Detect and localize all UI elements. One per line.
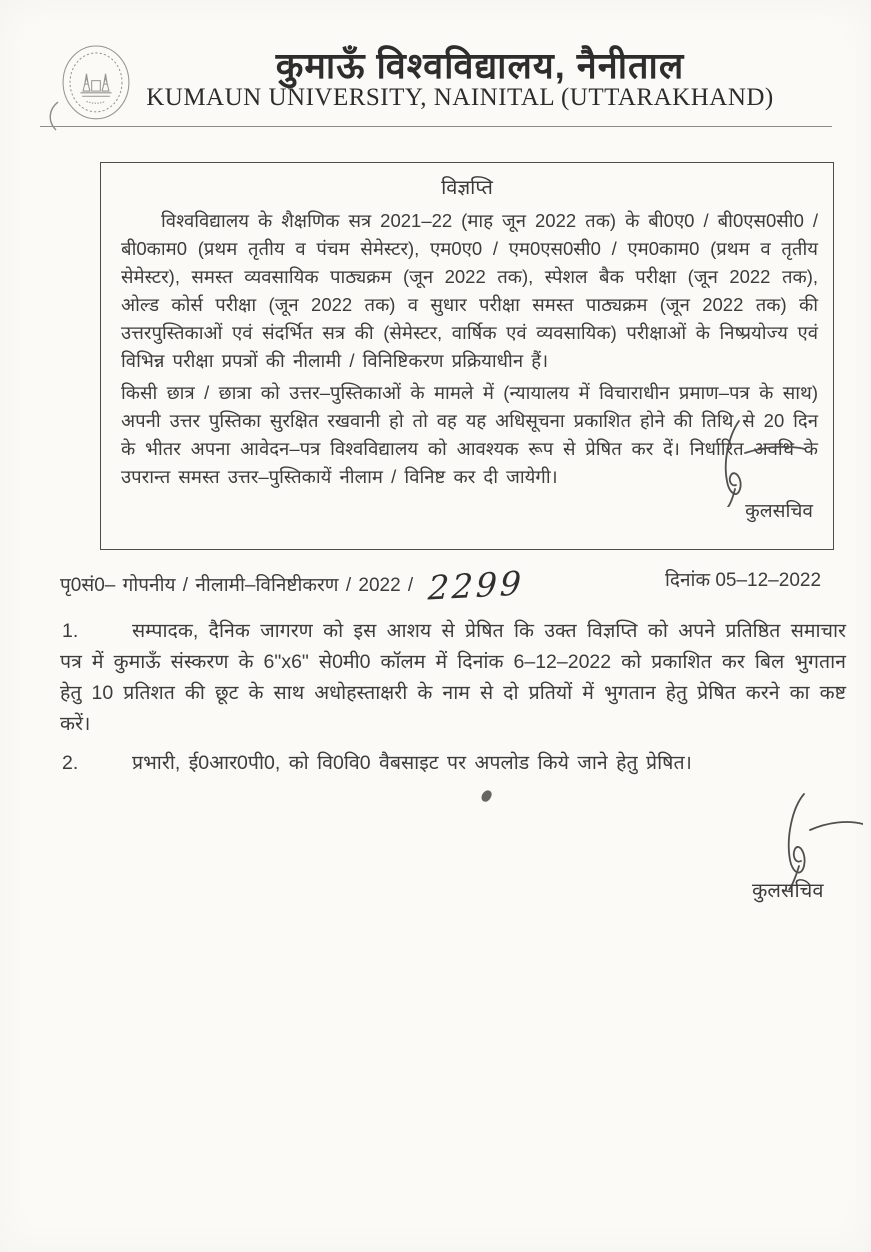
notice-title: विज्ञप्ति — [441, 177, 493, 199]
instruction-point-1 — [60, 616, 846, 740]
registrar-signature-icon — [758, 790, 863, 890]
notice-paragraph-1: विश्वविद्यालय के शैक्षणिक सत्र 2021–22 (माह जून 2022 तक) के बी0ए0 / बी0एस0सी0 / बी0काम0 (प्रथम तृतीय व पंचम सेमेस्टर), एम0ए0 / एम0एस0सी0 / एम0काम0 (प्रथम व तृतीय सेमेस्टर), समस्त व्यवसायिक पाठ्यक्रम (जून 2022 तक), स्पेशल बैक परीक्षा (जून 2022 तक), ओल्ड कोर्स परीक्षा (जून 2022 तक) व सुधार परीक्षा समस्त पाठ्यक्रम (जून 2022 तक) की उत्तरपुस्तिकाओं एवं संदर्भित सत्र की (सेमेस्टर, वार्षिक एवं व्यवसायिक) परीक्षाओं के निष्प्रयोज्य एवं विभिन्न परीक्षा प्रपत्रों की नीलामी / विनिष्टिकरण प्रक्रियाधीन हैं। — [121, 210, 818, 371]
registrar-signature-icon — [695, 419, 805, 507]
registrar-title-label: कुलसचिव — [745, 501, 813, 522]
notice-paragraph-2: किसी छात्र / छात्रा को उत्तर–पुस्तिकाओं के मामले में (न्यायालय में विचाराधीन प्रमाण–पत्र के साथ) अपनी उत्तर पुस्तिका सुरक्षित रखवानी हो तो वह यह अधिसूचना प्रकाशित होने की तिथि से 20 दिन के भीतर अपना आवेदन–पत्र विश्वविद्यालय को आवश्यक रूप से प्रेषित कर दें। निर्धारित अवधि के उपरान्त समस्त उत्तर–पुस्तिकायें नीलाम / विनिष्ट कर दी जायेगी। — [121, 382, 818, 487]
handwritten-dispatch-number: 2299 — [427, 563, 526, 608]
registrar-title-label: कुलसचिव — [752, 880, 824, 902]
point-1-text: सम्पादक, दैनिक जागरण को इस आशय से प्रेषित कि उक्त विज्ञप्ति को अपने प्रतिष्ठित समाचार पत्र में कुमाऊँ संस्करण के 6"x6" से0मी0 कॉलम में दिनांक 6–12–2022 को प्रकाशित कर बिल भुगतान हेतु 10 प्रतिशत की छूट के साथ अधोहस्ताक्षरी के नाम से दो प्रतियों में भुगतान हेतु प्रेषित करने का कष्ट करें। — [60, 620, 846, 735]
university-english-title: KUMAUN UNIVERSITY, NAINITAL (UTTARAKHAND) — [146, 84, 774, 111]
notice-box — [100, 162, 834, 550]
university-hindi-title: कुमाऊँ विश्वविद्यालय, नैनीताल — [275, 45, 685, 86]
point-2-text: प्रभारी, ई0आर0पी0, को वि0वि0 वैबसाइट पर अपलोड किये जाने हेतु प्रेषित। — [132, 752, 692, 774]
instruction-point-2 — [60, 748, 846, 779]
ink-smudge-artifact — [480, 789, 493, 804]
reference-prefix: पृ0सं0– गोपनीय / नीलामी–विनिष्टीकरण / 2022 / — [60, 575, 414, 596]
point-1-number: 1. — [62, 620, 79, 642]
point-2-number: 2. — [62, 752, 79, 774]
header-divider-rule — [40, 126, 832, 127]
letter-date: दिनांक 05–12–2022 — [665, 570, 822, 591]
scan-artifact-curve — [44, 100, 64, 132]
